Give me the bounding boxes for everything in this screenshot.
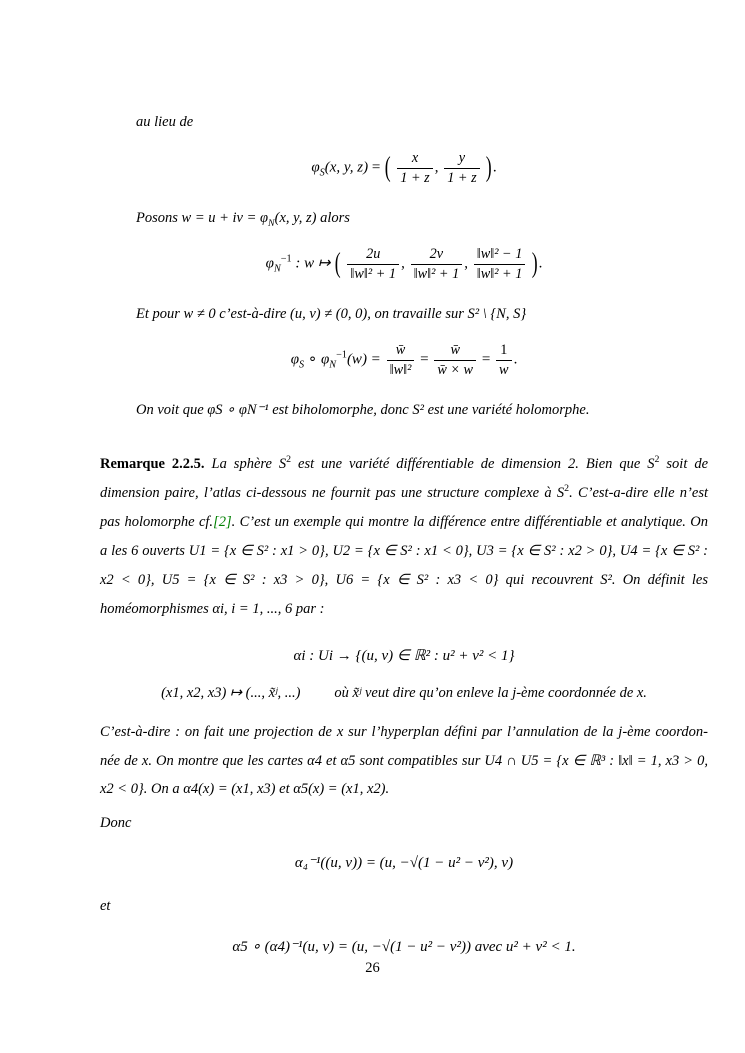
equation-phi-s: $\varphi_S(x$, y, z) = ( $\frac{x}{1 + z}$ , $\frac{y}{1 + z}$ ). (311, 150, 497, 186)
remark-line3-b: . C’est un exemple qui montre la différence entre différentiable et analytique. (231, 514, 686, 531)
paragraph-text-math: w = u + iv = φ (181, 210, 269, 227)
right-paren: ) (531, 248, 538, 280)
eq-comp-phi-s-sub: S (299, 359, 305, 371)
fraction-2v (411, 246, 463, 282)
paragraph-text-lead: Posons (136, 210, 182, 227)
eq-comp-equals-3: = (481, 351, 491, 368)
fraction-numerator: y (444, 150, 479, 168)
fraction-wbar-over-norm (387, 342, 415, 378)
remark-line1-a: La sphère (211, 456, 279, 473)
fraction-denominator: 1 + z (447, 169, 477, 186)
donc-text: Donc (100, 815, 132, 832)
right-paren: ) (486, 152, 493, 184)
equation-alpha-chart (100, 646, 708, 665)
fraction-denominator: w̄ × w (437, 361, 474, 378)
paragraph-text: On voit que φS ∘ φN⁻¹ est biholomorphe, donc S² est une variété holomorphe. (136, 402, 590, 419)
fraction-denominator: ‖w‖² (389, 361, 412, 378)
equation-map-row (100, 685, 708, 702)
fraction-denominator: 1 + z (400, 169, 430, 186)
eq-comp-phi-n-sup: −1 (336, 349, 347, 361)
paragraph-et-pour-w (136, 300, 708, 328)
eq-phi-s-lhs-sub: S (319, 167, 325, 179)
eq-map-right: où x̃ʲ veut dire qu’on enleve la j-ème coordonnée de x. (334, 685, 647, 702)
eq-comp-arg: (w) = (346, 351, 381, 368)
eq-comp-phi-n: φ (320, 351, 330, 368)
paragraph-et (100, 892, 708, 920)
fraction-2u (347, 246, 399, 282)
fraction-numerator: w̄ (434, 342, 476, 360)
eq-comp-phi-s: φ (290, 351, 299, 368)
remark-line3-a: pas holomorphe cf. (100, 514, 214, 531)
paragraph-posons (136, 204, 708, 232)
page-number: 26 (365, 960, 380, 976)
paragraph-cest-a-dire (100, 718, 708, 803)
eq-phi-n-sup: −1 (280, 253, 292, 265)
fraction-numerator: x (397, 150, 432, 168)
remark-line8: née de x. On montre que les cartes α4 et α5 sont compatibles sur U4 ∩ U5 = {x ∈ ℝ³ : ‖x‖ = 1, x3 > (100, 752, 694, 769)
eq-comp-phi-n-sub: N (329, 359, 337, 371)
symbol-s2-exp: 2 (564, 483, 570, 495)
fraction-numerator: 2u (347, 246, 399, 264)
equation-alpha4-inverse (100, 853, 708, 872)
symbol-s2-exp: 2 (286, 454, 292, 466)
remark-label: Remarque 2.2.5. (100, 456, 205, 473)
eq-phi-s-period: . (492, 159, 497, 176)
eq-phi-s-args: (x, y, z) (324, 159, 369, 176)
fraction-numerator: w̄ (387, 342, 415, 360)
fraction-numerator: 1 (496, 342, 512, 360)
remark-line1-c: soit de (659, 456, 708, 473)
remark-line9: 0, x2 < 0}. On a α4(x) = (x1, x3) et α5(x) = (x1, x2). (100, 752, 708, 797)
remark-line7: C’est-à-dire : on fait une projection de x sur l’hyperplan défini par l’annulation de la j-ème coordon- (100, 724, 708, 741)
left-paren: ( (384, 152, 391, 184)
fraction-wnorm (474, 246, 526, 282)
eq-comp-circ: ∘ (307, 351, 318, 368)
left-paren: ( (334, 248, 341, 280)
eq-phi-s-lhs: φ (311, 159, 320, 176)
eq-alpha4-text: α₄⁻¹((u, v)) = (u, −√(1 − u² − v²), v) (294, 855, 514, 872)
fraction-x-over-1plusz (397, 150, 432, 186)
fraction-y-over-1plusz (444, 150, 479, 186)
fraction-numerator: 2v (411, 246, 463, 264)
equation-alpha5-composition (100, 937, 708, 956)
remark-line2-b: . C’est-a-dire elle n’est (569, 485, 708, 502)
remark-line2-a: dimension paire, l’atlas ci-dessous ne fournit pas une structure complexe à (100, 485, 557, 502)
citation-link-2[interactable]: [2] (213, 514, 232, 531)
fraction-denominator: ‖w‖² + 1 (350, 265, 397, 282)
symbol-s2: S (278, 456, 287, 473)
symbol-s2: S (647, 456, 655, 473)
eq-comp-equals-2: = (420, 351, 429, 368)
equation-composition (100, 342, 708, 378)
eq-phi-s-equals: = (371, 159, 381, 176)
eq-comp-period: . (513, 351, 518, 368)
eq-alpha5-text: α5 ∘ (α4)⁻¹(u, v) = (u, −√(1 − u² − v²)) avec u² + v² < 1. (232, 938, 576, 955)
eq-alpha-chart-text: αi : Ui → {(u, v) ∈ ℝ² : u² + v² < 1} (293, 648, 515, 665)
remark-line6: définit les homéomorphismes αi, i = 1, ..., 6 par : (100, 572, 708, 618)
fraction-denominator: ‖w‖² + 1 (413, 265, 460, 282)
paragraph-on-voit-que (136, 396, 708, 424)
paragraph-text: Et pour w ≠ 0 c’est-à-dire (u, v) ≠ (0, 0), on travaille sur S² \ {N, S} (136, 306, 527, 323)
equation-phi-n-inverse: $\varphi_N^{-1}$ : w ↦ ( $\frac{2u}{\text{‖w‖² + 1}}$ , $\frac{2v}{\text{‖w‖² + 1}}$ , $\frac{\text{‖w‖² − 1}}{\text{‖w‖² + 1}}$ ). (265, 246, 543, 282)
paragraph-text-sub: N (268, 217, 275, 229)
et-text: et (100, 898, 111, 915)
remark-block (100, 450, 708, 624)
eq-map-left: (x1, x2, x3) ↦ (..., x̃ʲ, ...) (161, 685, 301, 702)
fraction-denominator: ‖w‖² + 1 (476, 265, 523, 282)
fraction-one-over-w (496, 342, 512, 378)
eq-phi-n-sub: N (273, 263, 281, 275)
eq-phi-n-maps: : w ↦ (295, 255, 331, 272)
paragraph-au-lieu-de (136, 108, 708, 136)
page-content (100, 108, 708, 974)
remark-line1-b: est une variété différentiable de dimension 2. Bien que (291, 456, 648, 473)
paragraph-text-tail: (x, y, z) alors (274, 210, 350, 227)
paragraph-text: au lieu de (136, 114, 194, 130)
fraction-numerator: ‖w‖² − 1 (474, 246, 526, 264)
symbol-s2-exp: 2 (654, 454, 660, 466)
symbol-s2: S (556, 485, 565, 502)
paragraph-donc (100, 809, 708, 837)
eq-phi-n-lhs: φ (265, 255, 274, 272)
fraction-denominator: w (499, 361, 509, 378)
fraction-wbar-over-wbarw (434, 342, 476, 378)
remark-line5: U4 = {x ∈ S² : x2 < 0}, U5 = {x ∈ S² : x3 > 0}, U6 = {x ∈ S² : x3 < 0} qui recouvrent S². On (100, 543, 709, 589)
remark-line4: On a les 6 ouverts U1 = {x ∈ S² : x1 > 0}, U2 = {x ∈ S² : x1 < 0}, U3 = {x ∈ S² : x2 > 0}, (100, 514, 708, 560)
eq-phi-n-period: . (538, 255, 543, 272)
